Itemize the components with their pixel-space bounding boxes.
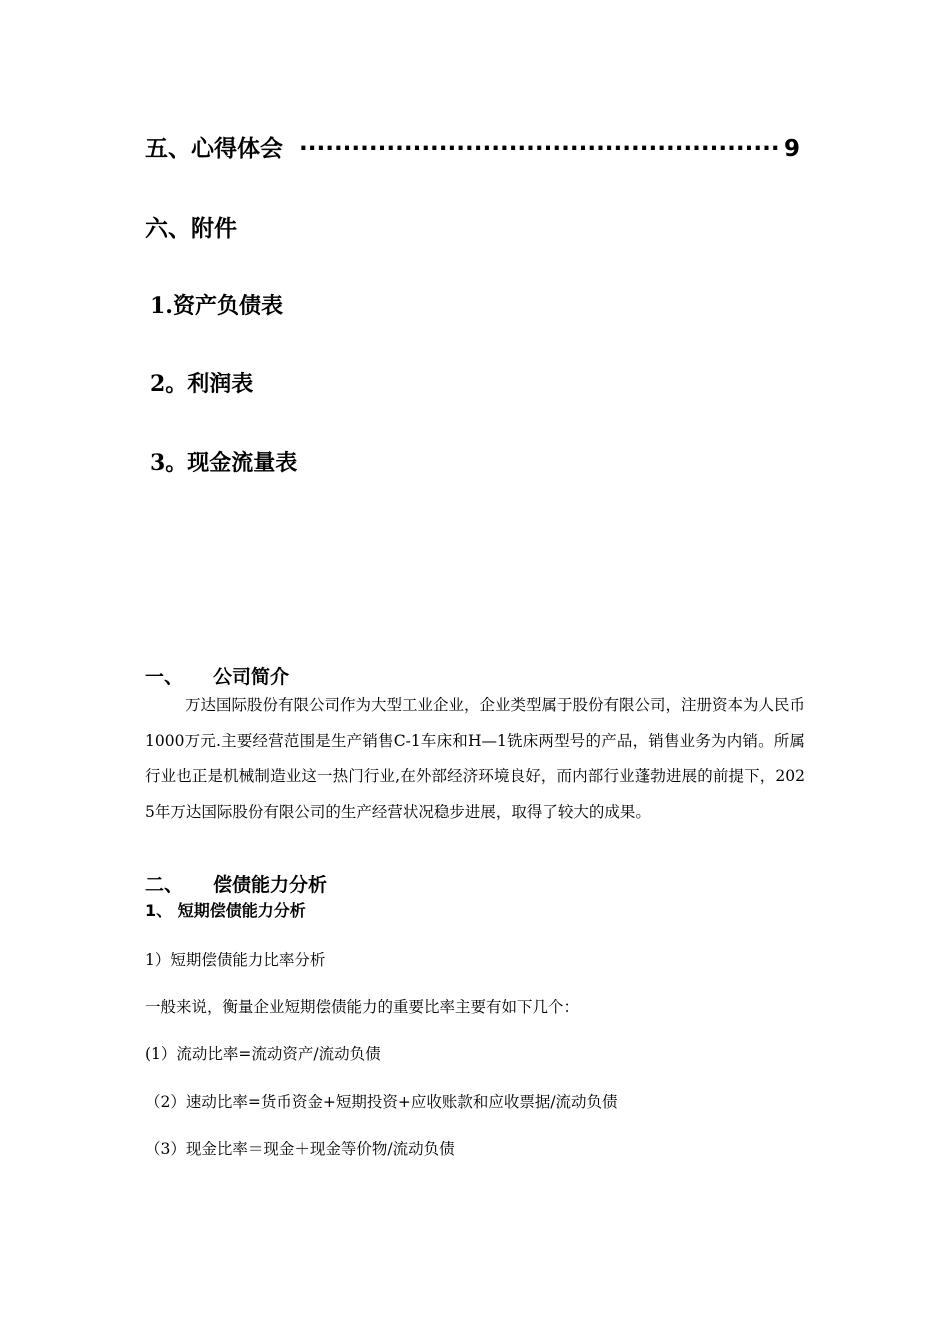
section-number: 一、 [145, 666, 184, 688]
company-profile-paragraph: 万达国际股份有限公司作为大型工业企业，企业类型属于股份有限公司，注册资本为人民币1000万元.主要经营范围是生产销售C-1车床和H—1铣床两型号的产品，销售业务为内销。所属行业也正是机械制造业这一热门行业,在外部经济环境良好，而内部行业蓬勃进展的前提下，2025年万达国际股份有限公司的生产经营状况稳步进展，取得了较大的成果。 [145, 696, 806, 821]
attachment-cash-flow-statement[interactable]: 3。现金流量表 [150, 450, 298, 476]
subsection-heading-short-term: 1、 短期偿债能力分析 [145, 901, 306, 920]
section-title: 公司简介 [213, 666, 290, 688]
section-title: 偿债能力分析 [213, 874, 328, 896]
section-number: 二、 [145, 874, 184, 896]
section-heading-company-profile [145, 664, 289, 690]
attachment-balance-sheet[interactable]: 1.资产负债表 [150, 293, 283, 319]
ratio-current: (1）流动比率=流动资产/流动负债 [145, 1045, 381, 1063]
ratio-cash: （3）现金比率＝现金＋现金等价物/流动负债 [145, 1140, 455, 1158]
toc-entry-label: 五、心得体会 [145, 136, 283, 162]
toc-leader-dots [299, 132, 780, 166]
ratio-quick: （2）速动比率=货币资金+短期投资+应收账款和应收票据/流动负债 [145, 1093, 618, 1111]
toc-entry-page-number: 9 [783, 136, 800, 162]
attachment-income-statement[interactable]: 2。利润表 [150, 371, 254, 397]
toc-entry-reflections[interactable] [145, 132, 800, 166]
subsection-ratio-analysis: 1）短期偿债能力比率分析 [145, 951, 326, 969]
section-heading-solvency-analysis [145, 872, 327, 898]
toc-entry-attachments[interactable]: 六、附件 [145, 216, 237, 242]
ratios-intro: 一般来说，衡量企业短期偿债能力的重要比率主要有如下几个： [145, 998, 580, 1016]
